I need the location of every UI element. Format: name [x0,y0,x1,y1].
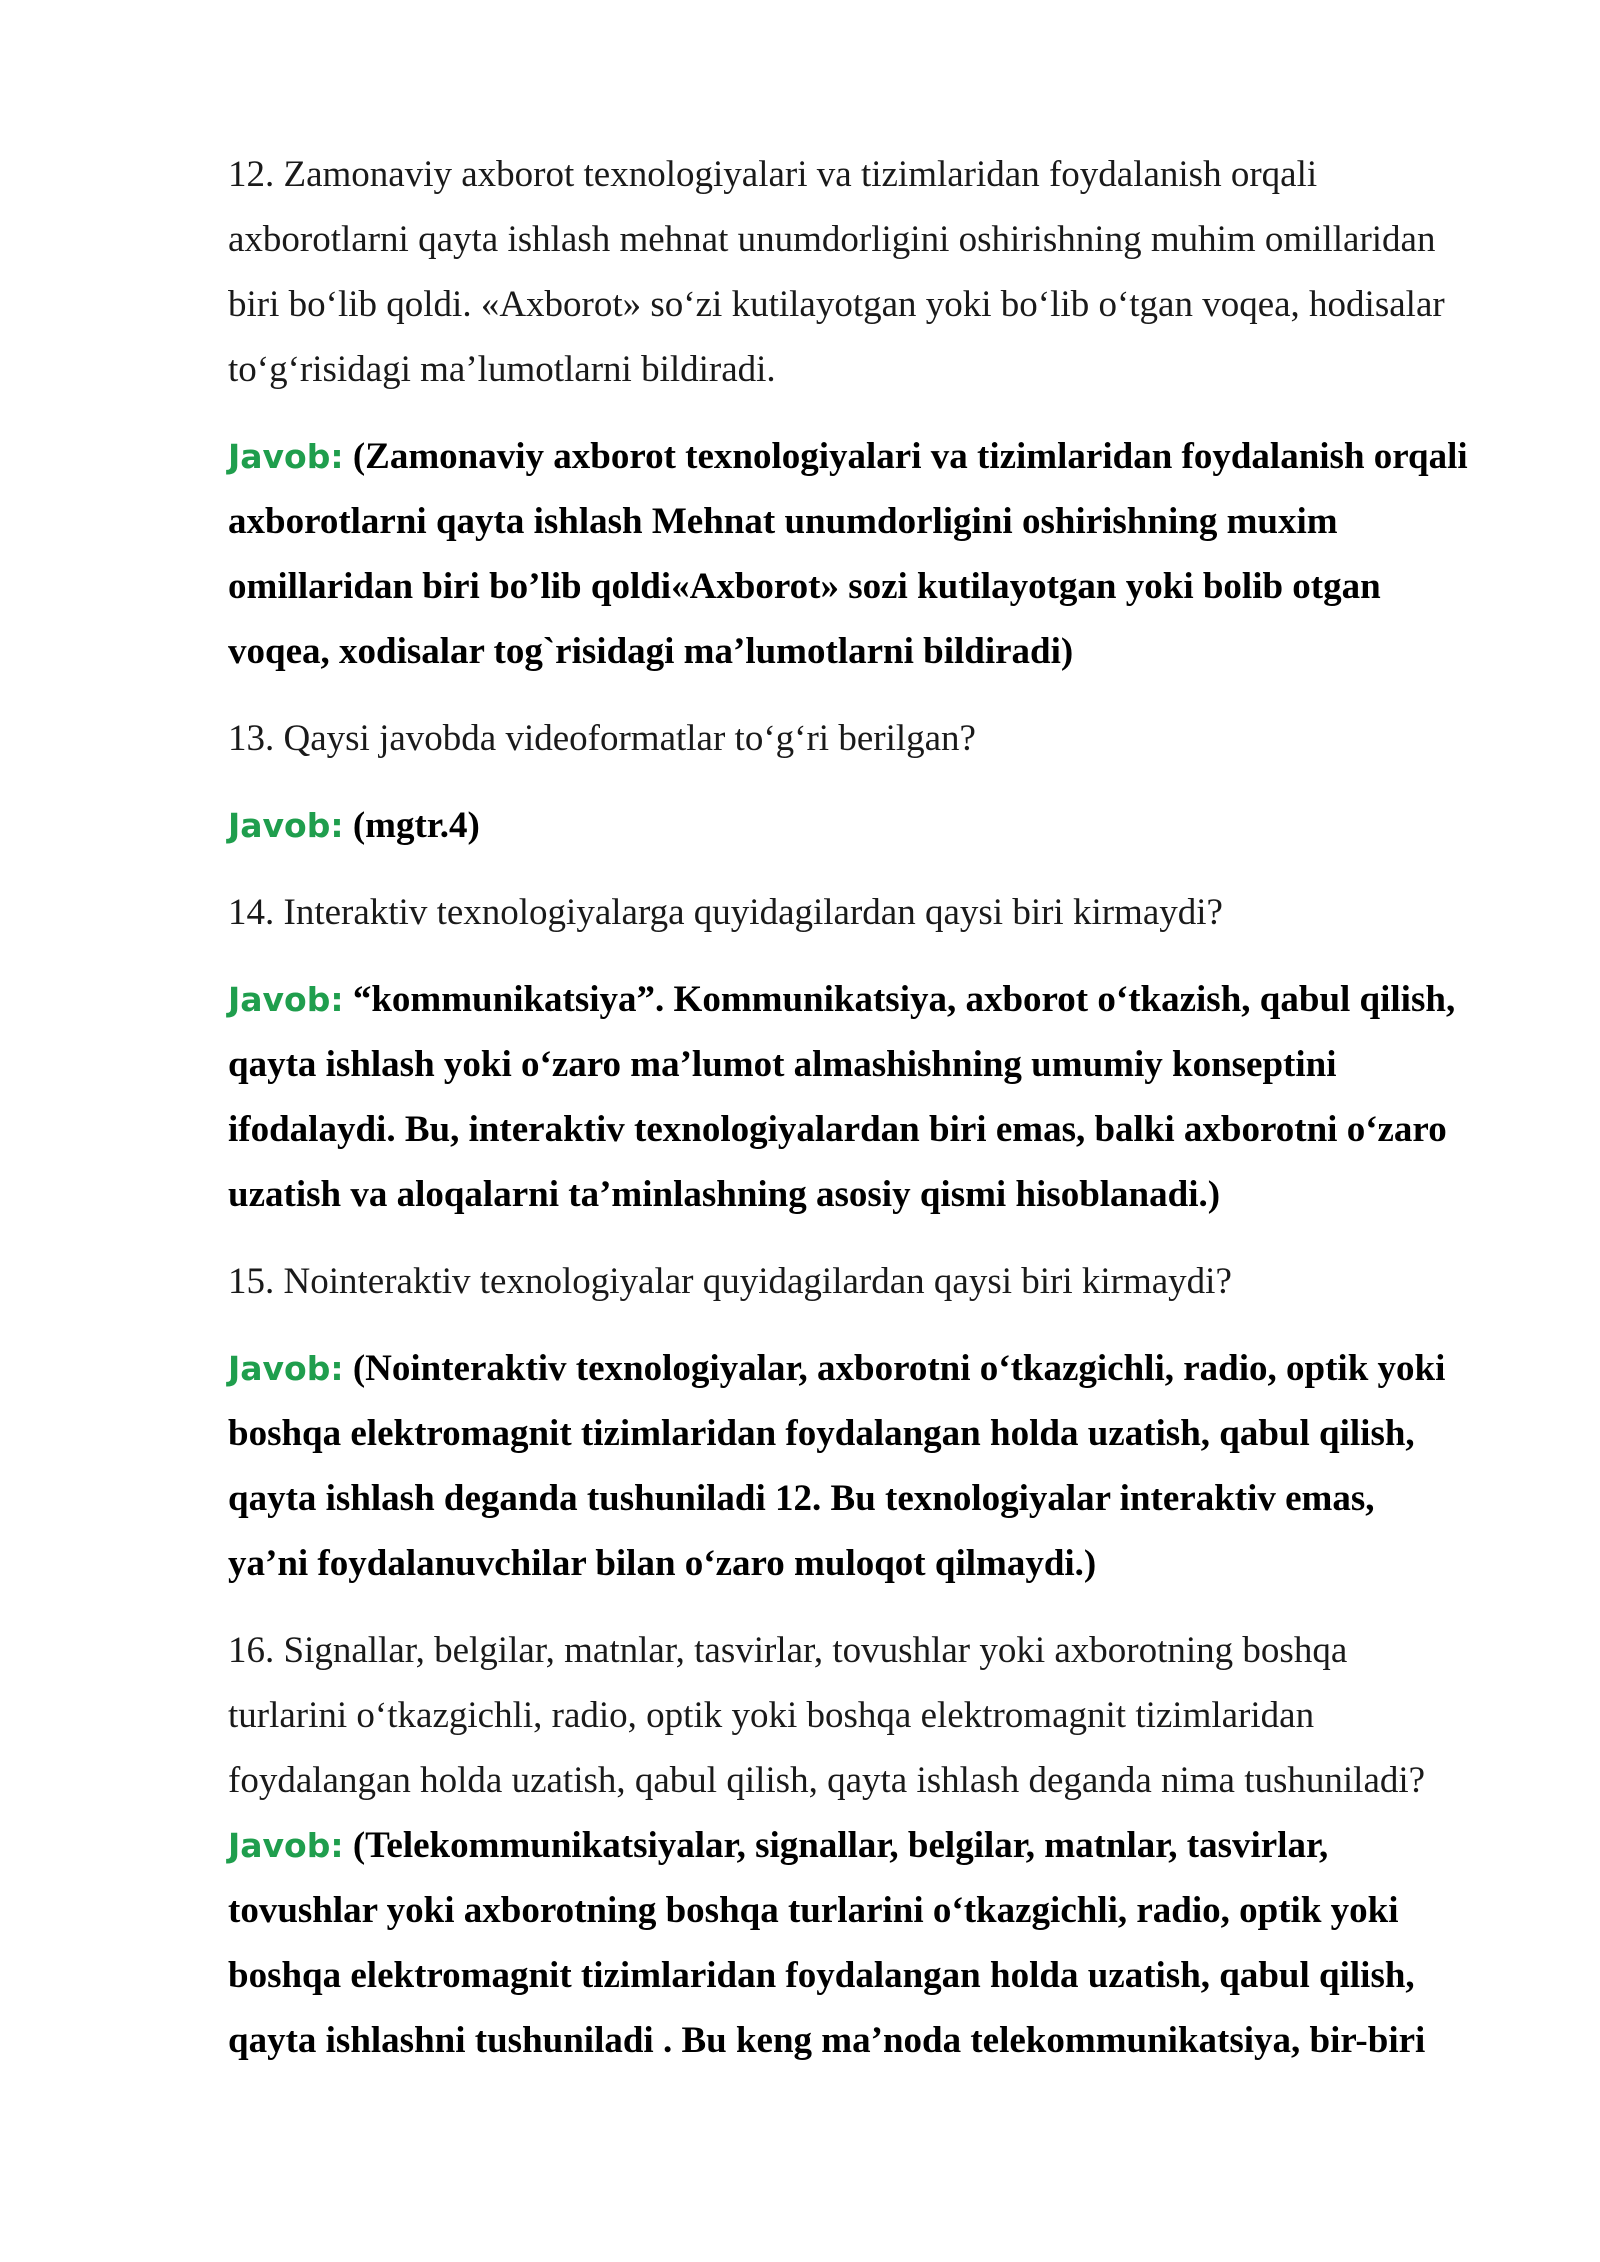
answer-line: boshqa elektromagnit tizimlaridan foydalangan holda uzatish, qabul qilish, [228,1955,1415,1996]
question-14 [228,880,1528,945]
answer-text: (Telekommunikatsiyalar, signallar, belgilar, matnlar, tasvirlar, [343,1825,1329,1866]
answer-label: Javob: [228,1826,344,1865]
answer-12 [228,424,1528,684]
answer-line: qayta ishlash yoki o‘zaro ma’lumot almashishning umumiy konseptini [228,1044,1337,1085]
answer-label: Javob: [228,1349,344,1388]
answer-line [228,793,1528,858]
answer-line [228,1813,1528,1878]
question-16 [228,1618,1528,1813]
question-13 [228,706,1528,771]
question-line: 12. Zamonaviy axborot texnologiyalari va tizimlaridan foydalanish orqali [228,154,1318,195]
answer-text: (mgtr.4) [343,805,480,846]
question-line: axborotlarni qayta ishlash mehnat unumdorligini oshirishning muhim omillaridan [228,219,1436,260]
answer-line: tovushlar yoki axborotning boshqa turlarini o‘tkazgichli, radio, optik yoki [228,1890,1399,1931]
answer-label: Javob: [228,806,344,845]
answer-13 [228,793,1528,858]
answer-text: (Nointeraktiv texnologiyalar, axborotni o‘tkazgichli, radio, optik yoki [343,1348,1446,1389]
answer-line: qayta ishlashni tushuniladi . Bu keng ma’noda telekommunikatsiya, bir-biri [228,2020,1426,2061]
question-line: 16. Signallar, belgilar, matnlar, tasvirlar, tovushlar yoki axborotning boshqa [228,1630,1348,1671]
answer-line: omillaridan biri bo’lib qoldi«Axborot» sozi kutilayotgan yoki bolib otgan [228,566,1381,607]
answer-line: ifodalaydi. Bu, interaktiv texnologiyalardan biri emas, balki axborotni o‘zaro [228,1109,1447,1150]
question-line: turlarini o‘tkazgichli, radio, optik yoki boshqa elektromagnit tizimlaridan [228,1695,1315,1736]
answer-line [228,967,1528,1032]
answer-line [228,424,1528,489]
question-line: to‘g‘risidagi ma’lumotlarni bildiradi. [228,349,776,390]
answer-14 [228,967,1528,1227]
question-15 [228,1249,1528,1314]
answer-text: “kommunikatsiya”. Kommunikatsiya, axborot o‘tkazish, qabul qilish, [343,979,1456,1020]
answer-label: Javob: [228,980,344,1019]
question-line: biri bo‘lib qoldi. «Axborot» so‘zi kutilayotgan yoki bo‘lib o‘tgan voqea, hodisalar [228,284,1445,325]
answer-15 [228,1336,1528,1596]
question-line: 14. Interaktiv texnologiyalarga quyidagilardan qaysi biri kirmaydi? [228,892,1223,933]
answer-line [228,1336,1528,1401]
answer-label: Javob: [228,437,344,476]
document-body [228,142,1528,2095]
answer-line: uzatish va aloqalarni ta’minlashning asosiy qismi hisoblanadi.) [228,1174,1221,1215]
answer-line: voqea, xodisalar tog`risidagi ma’lumotlarni bildiradi) [228,631,1074,672]
question-line: foydalangan holda uzatish, qabul qilish, qayta ishlash deganda nima tushuniladi? [228,1760,1426,1801]
question-line: 13. Qaysi javobda videoformatlar to‘g‘ri berilgan? [228,718,976,759]
answer-line: qayta ishlash deganda tushuniladi 12. Bu texnologiyalar interaktiv emas, [228,1478,1375,1519]
answer-text: (Zamonaviy axborot texnologiyalari va tizimlaridan foydalanish orqali [343,436,1468,477]
question-line: 15. Nointeraktiv texnologiyalar quyidagilardan qaysi biri kirmaydi? [228,1261,1232,1302]
answer-line: axborotlarni qayta ishlash Mehnat unumdorligini oshirishning muxim [228,501,1338,542]
answer-line: boshqa elektromagnit tizimlaridan foydalangan holda uzatish, qabul qilish, [228,1413,1415,1454]
answer-line: ya’ni foydalanuvchilar bilan o‘zaro muloqot qilmaydi.) [228,1543,1097,1584]
answer-16 [228,1813,1528,2073]
question-12 [228,142,1528,402]
